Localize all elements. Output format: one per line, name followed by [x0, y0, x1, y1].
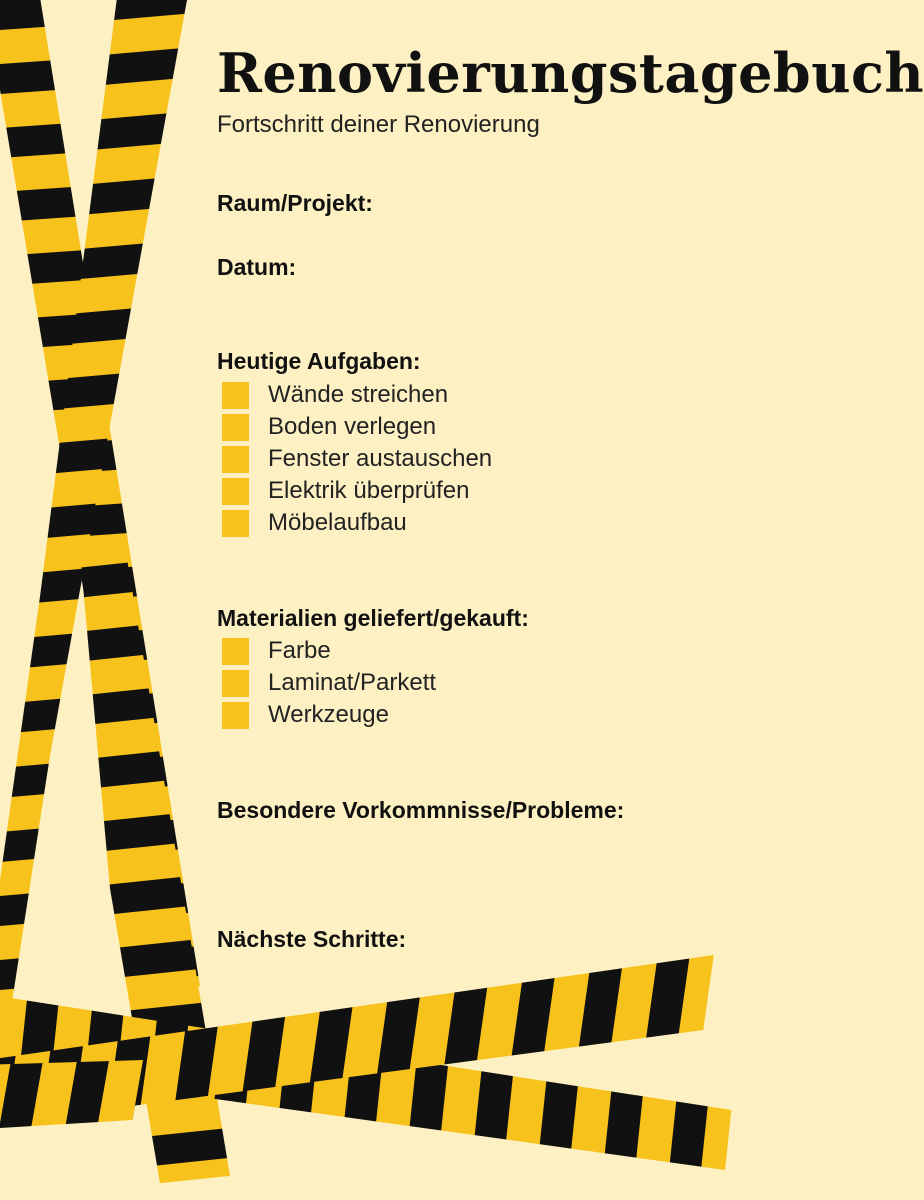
form-fields — [217, 0, 924, 1000]
materials-list — [222, 635, 436, 731]
checkbox[interactable] — [222, 382, 249, 409]
list-item[interactable]: Elektrik überprüfen — [222, 475, 492, 507]
page-title: Renovierungstagebuch — [217, 41, 924, 105]
checkbox[interactable] — [222, 446, 249, 473]
list-item[interactable]: Werkzeuge — [222, 699, 436, 731]
next-steps-heading: Nächste Schritte: — [217, 926, 407, 952]
checkbox[interactable] — [222, 510, 249, 537]
list-item[interactable]: Boden verlegen — [222, 411, 492, 443]
room-project-label: Raum/Projekt: — [217, 190, 373, 216]
list-item[interactable]: Möbelaufbau — [222, 507, 492, 539]
caution-tape-6 — [0, 1060, 143, 1140]
checkbox[interactable] — [222, 414, 249, 441]
list-item[interactable]: Laminat/Parkett — [222, 667, 436, 699]
checkbox[interactable] — [222, 478, 249, 505]
materials-heading: Materialien geliefert/gekauft: — [217, 605, 529, 631]
page-subtitle: Fortschritt deiner Renovierung — [217, 111, 540, 138]
list-item[interactable]: Fenster austauschen — [222, 443, 492, 475]
checkbox[interactable] — [222, 702, 249, 729]
list-item[interactable]: Wände streichen — [222, 379, 492, 411]
date-label: Datum: — [217, 254, 297, 280]
tasks-list — [222, 379, 492, 539]
checkbox[interactable] — [222, 638, 249, 665]
issues-heading: Besondere Vorkommnisse/Probleme: — [217, 797, 625, 823]
checkbox[interactable] — [222, 670, 249, 697]
list-item[interactable]: Farbe — [222, 635, 436, 667]
tasks-heading: Heutige Aufgaben: — [217, 348, 421, 374]
